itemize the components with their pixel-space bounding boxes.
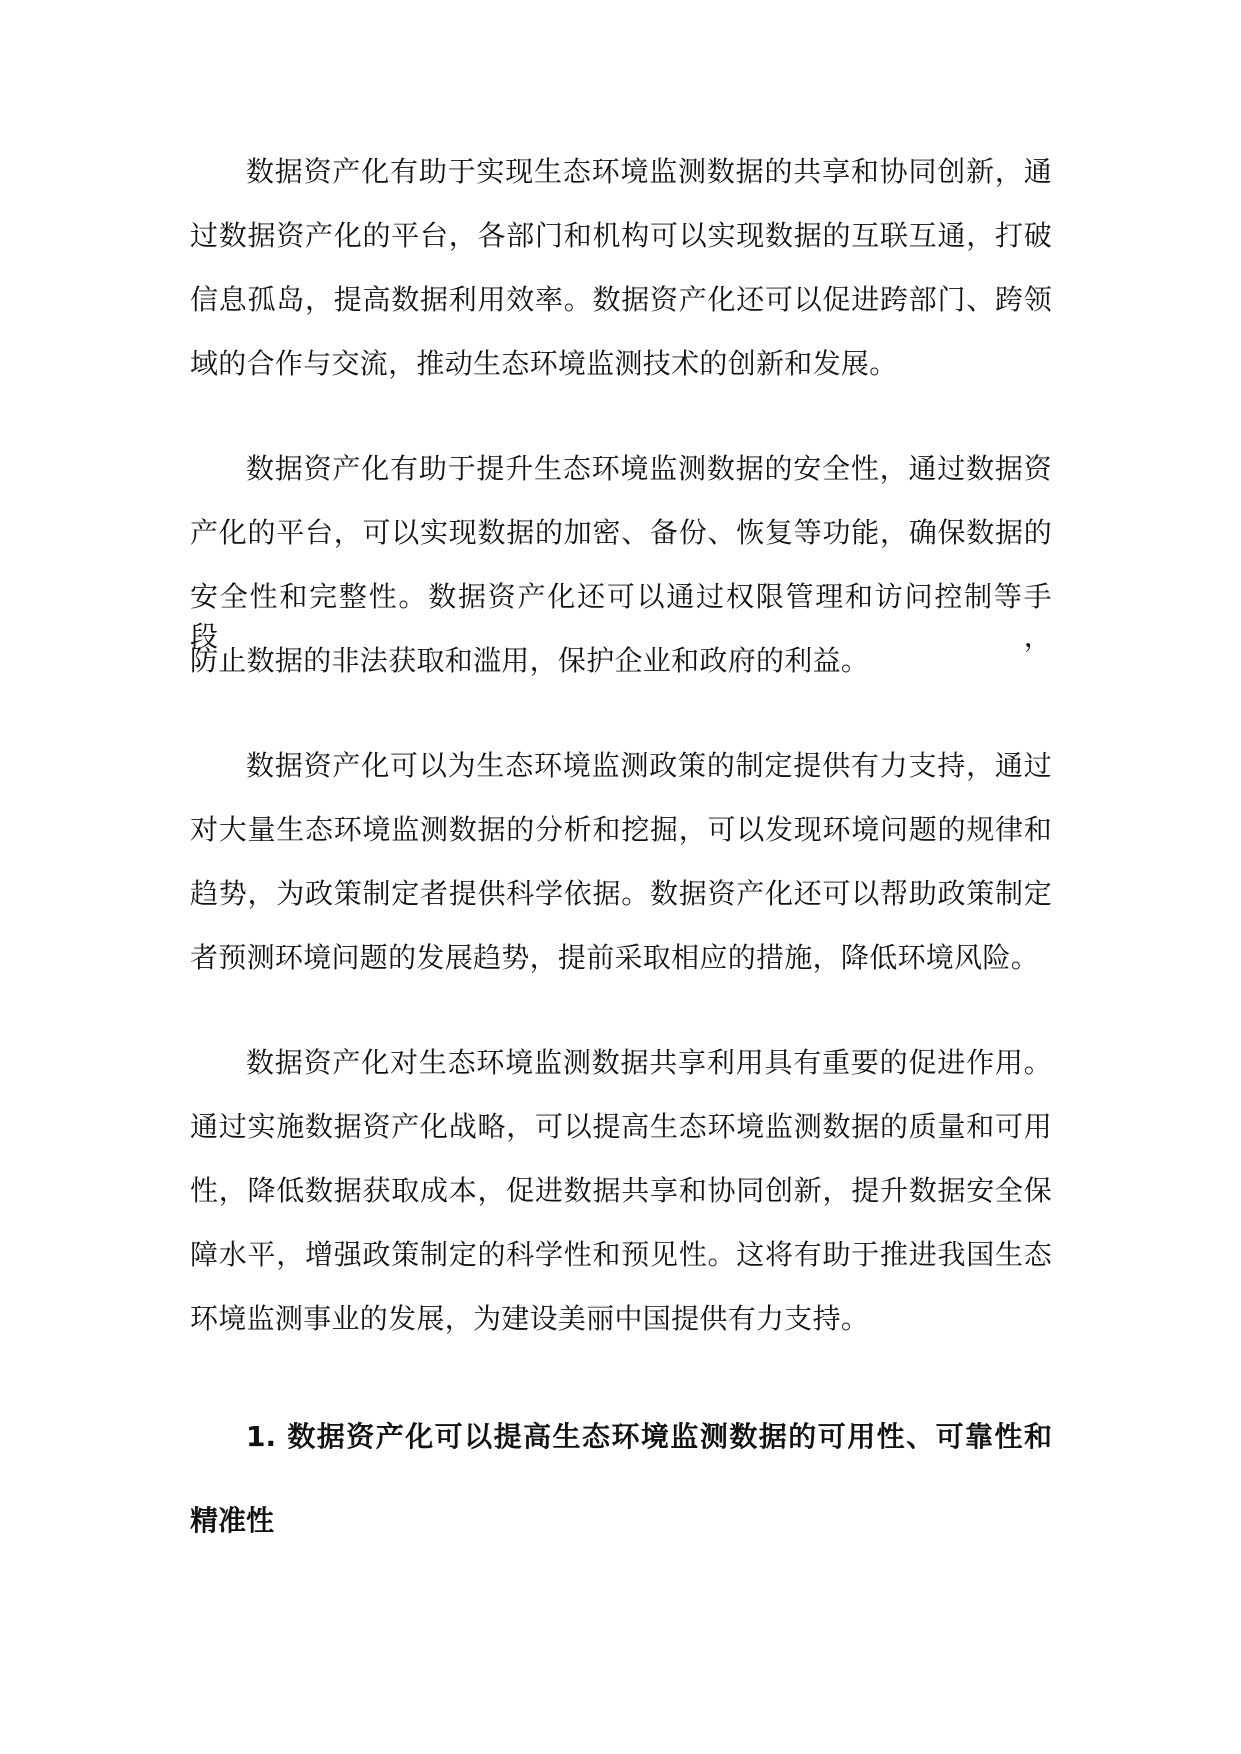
section-heading-line-1: 1. 数据资产化可以提高生态环境监测数据的可用性、可靠性和 <box>246 1420 1052 1453</box>
paragraph-3-line-2: 对大量生态环境监测数据的分析和挖掘，可以发现环境问题的规律和 <box>190 813 1052 846</box>
paragraph-4-line-1: 数据资产化对生态环境监测数据共享利用具有重要的促进作用。 <box>246 1046 1052 1079</box>
paragraph-1-line-2: 过数据资产化的平台，各部门和机构可以实现数据的互联互通，打破 <box>190 219 1052 252</box>
paragraph-2-line-4: 防止数据的非法获取和滥用，保护企业和政府的利益。 <box>190 644 870 677</box>
section-heading-line-2: 精准性 <box>190 1504 275 1537</box>
paragraph-3-line-1: 数据资产化可以为生态环境监测政策的制定提供有力支持，通过 <box>246 749 1052 782</box>
paragraph-4-line-2: 通过实施数据资产化战略，可以提高生态环境监测数据的质量和可用 <box>190 1110 1052 1143</box>
paragraph-4-line-5: 环境监测事业的发展，为建设美丽中国提供有力支持。 <box>190 1302 870 1335</box>
paragraph-3-line-3: 趋势，为政策制定者提供科学依据。数据资产化还可以帮助政策制定 <box>190 877 1052 910</box>
paragraph-2-line-2: 产化的平台，可以实现数据的加密、备份、恢复等功能，确保数据的 <box>190 516 1052 549</box>
paragraph-4-line-3: 性，降低数据获取成本，促进数据共享和协同创新，提升数据安全保 <box>190 1174 1052 1207</box>
paragraph-1-line-3: 信息孤岛，提高数据利用效率。数据资产化还可以促进跨部门、跨领 <box>190 283 1052 316</box>
paragraph-1-line-1: 数据资产化有助于实现生态环境监测数据的共享和协同创新，通 <box>246 155 1052 188</box>
paragraph-2-line-3: 安全性和完整性。数据资产化还可以通过权限管理和访问控制等手段， <box>190 580 1052 653</box>
paragraph-2-line-1: 数据资产化有助于提升生态环境监测数据的安全性，通过数据资 <box>246 452 1052 485</box>
paragraph-4-line-4: 障水平，增强政策制定的科学性和预见性。这将有助于推进我国生态 <box>190 1238 1052 1271</box>
document-body <box>190 0 1052 1754</box>
paragraph-3-line-4: 者预测环境问题的发展趋势，提前采取相应的措施，降低环境风险。 <box>190 941 1040 974</box>
paragraph-1-line-4: 域的合作与交流，推动生态环境监测技术的创新和发展。 <box>190 347 898 380</box>
